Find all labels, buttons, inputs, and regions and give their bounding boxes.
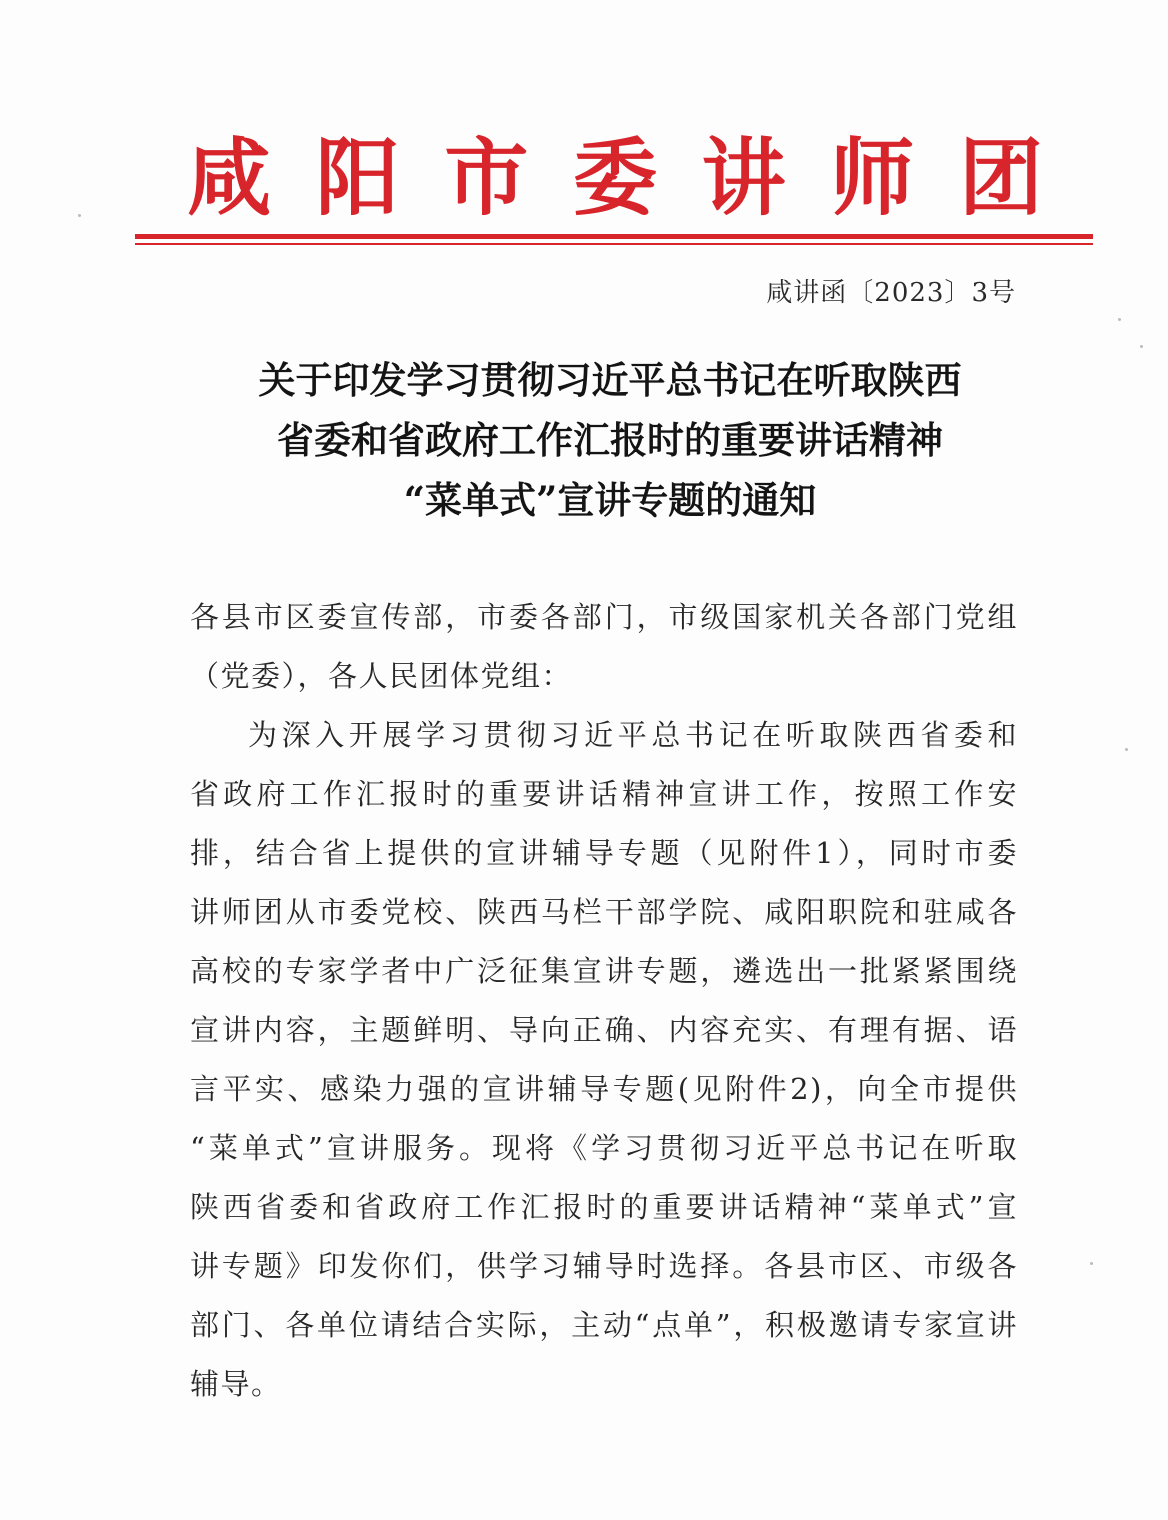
paragraph-line: 部门、各单位请结合实际，主动“点单”，积极邀请专家宣讲 (190, 1308, 1018, 1342)
paragraph-line: “菜单式”宣讲服务。现将《学习贯彻习近平总书记在听取 (190, 1131, 1018, 1165)
header-divider-thick (135, 234, 1093, 239)
header-char: 阳 (315, 128, 400, 227)
paragraph-line: 省政府工作汇报时的重要讲话精神宣讲工作，按照工作安 (190, 777, 1018, 811)
paragraph-line: 辅导。 (190, 1367, 282, 1401)
paragraph-line: 排，结合省上提供的宣讲辅导专题（见附件1），同时市委 (190, 836, 1018, 870)
paragraph-line: 言平实、感染力强的宣讲辅导专题(见附件2)，向全市提供 (190, 1072, 1018, 1106)
salutation-line: （党委），各人民团体党组： (190, 659, 573, 693)
paragraph-line: 讲师团从市委党校、陕西马栏干部学院、咸阳职院和驻咸各 (190, 895, 1018, 929)
scan-speck (1140, 345, 1143, 348)
salutation-line: 各县市区委宣传部，市委各部门，市级国家机关各部门党组 (190, 600, 1018, 634)
header-divider-thin (135, 243, 1093, 245)
paragraph-line: 讲专题》印发你们，供学习辅导时选择。各县市区、市级各 (190, 1249, 1018, 1283)
header-char: 讲 (701, 128, 786, 227)
document-body (190, 588, 1018, 1414)
header-char: 咸 (187, 128, 272, 227)
header-char: 师 (830, 128, 915, 227)
title-line: 关于印发学习贯彻习近平总书记在听取陕西 (258, 358, 962, 402)
organization-header (135, 128, 1095, 228)
title-line: 省委和省政府工作汇报时的重要讲话精神 (277, 418, 943, 462)
paragraph-line: 宣讲内容，主题鲜明、导向正确、内容充实、有理有据、语 (190, 1013, 1018, 1047)
scan-speck (1125, 748, 1128, 751)
document-number: 咸讲函〔2023〕3号 (766, 278, 1016, 308)
header-char: 市 (444, 128, 529, 227)
scan-speck (1118, 318, 1121, 321)
scan-speck (78, 214, 81, 217)
header-char: 团 (958, 128, 1043, 227)
header-char: 委 (572, 128, 657, 227)
paragraph-line: 高校的专家学者中广泛征集宣讲专题，遴选出一批紧紧围绕 (190, 954, 1018, 988)
paragraph-line: 陕西省委和省政府工作汇报时的重要讲话精神“菜单式”宣 (190, 1190, 1018, 1224)
title-line: “菜单式”宣讲专题的通知 (403, 478, 817, 522)
document-title (160, 350, 1060, 530)
scan-speck (1090, 1262, 1093, 1265)
paragraph-line: 为深入开展学习贯彻习近平总书记在听取陕西省委和 (248, 718, 1018, 752)
